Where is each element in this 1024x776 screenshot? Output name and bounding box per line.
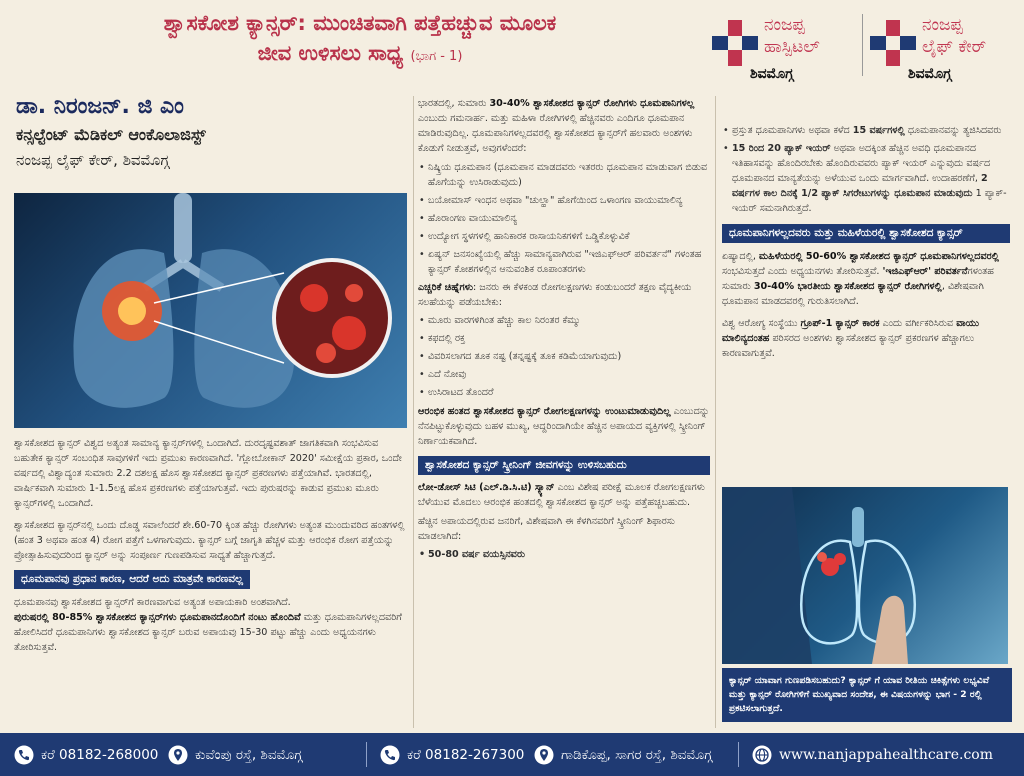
list-item: • ಉದ್ಯೋಗ ಸ್ಥಳಗಳಲ್ಲಿ ಹಾನಿಕಾರಕ ರಾಸಾಯನಿಕಗಳಿಗೆ ಒಡ್ಡಿಕೊಳ್ಳುವಿಕೆ: [418, 229, 710, 244]
ldct-text: ಎಂಬ ವಿಶೇಷ ಪರೀಕ್ಷೆ ಮೂಲಕ ರೋಗಲಕ್ಷಣಗಳು ಬೆಳೆಯುವ ಮೊದಲು ಆರಂಭಿಕ ಹಂತದಲ್ಲಿ ಶ್ವಾಸಕೋಶದ ಕ್ಯಾನ್ಸರ್ ಅನ್ನು ಪತ್ತೆಹಚ್ಚಬಹುದು.: [418, 482, 705, 508]
nonsmoker-stat: 30-40% ಶ್ವಾಸಕೋಶದ ಕ್ಯಾನ್ಸರ್ ರೋಗಿಗಳು ಧೂಮಪಾನಿಗಳಲ್ಲ: [489, 98, 695, 109]
smoking-risk-paragraph: ಧೂಮಪಾನವು ಶ್ವಾಸಕೋಶದ ಕ್ಯಾನ್ಸರ್‌ಗೆ ಕಾರಣವಾಗುವ ಅತ್ಯಂತ ಅಪಾಯಕಾರಿ ಅಂಶವಾಗಿದೆ.: [14, 597, 291, 608]
next-part-note: ಕ್ಯಾನ್ಸರ್ ಯಾವಾಗ ಗುಣಪಡಿಸಬಹುದು? ಕ್ಯಾನ್ಸರ್‌ ಗೆ ಯಾವ ರೀತಿಯ ಚಿಕಿತ್ಸೆಗಳು ಲಭ್ಯವಿವೆ ಮತ್ತು ಕ್ಯಾನ್ಸರ್ ರೋಗಿಗಳಿಗೆ ಮುಖ್ಯವಾದ ಸಂದೇಶ, ಈ ವಿಷಯಗಳನ್ನು ಭಾಗ - 2 ರಲ್ಲಿ ಪ್ರಕಟಿಸಲಾಗುತ್ತದೆ.: [722, 668, 1012, 722]
part-label: (ಭಾಗ - 1): [410, 49, 463, 64]
list-item: • 15 ರಿಂದ 20 ಪ್ಯಾಕ್ ಇಯರ್ ಅಥವಾ ಅದಕ್ಕಿಂತ ಹೆಚ್ಚಿನ ಅವಧಿ ಧೂಮಪಾನದ ಇತಿಹಾಸವನ್ನು ಹೊಂದಿರಬೇಕು ಹೊಂದಿರುವವರು ಪ್ಯಾಕ್ ಇಯರ್ ಎನ್ನುವುದು ವರ್ಷದ ಧೂಮಪಾನದ ಮಾನ್ಯತೆಯನ್ನು ಅಳೆಯುವ ಒಂದು ಮಾರ್ಗವಾಗಿದೆ. ಉದಾಹರಣೆಗೆ, 2 ವರ್ಷಗಳ ಕಾಲ ದಿನಕ್ಕೆ 1/2 ಪ್ಯಾಕ್ ಸಿಗರೇಟುಗಳನ್ನು ಧೂಮಪಾನ ಮಾಡುವುದು 1 ಪ್ಯಾಕ್- ಇಯರ್ ಸಮನಾಗಿರುತ್ತದೆ.: [722, 141, 1010, 216]
logo-divider: [862, 14, 863, 76]
list-item: • ಏಷ್ಯನ್ ಜನಸಂಖ್ಯೆಯಲ್ಲಿ ಹೆಚ್ಚು ಸಾಮಾನ್ಯವಾಗಿರುವ "ಇಜಿಎಫ್‌ಆರ್ ಪರಿವರ್ತನೆ" ಗಳಂತಹ ಕ್ಯಾನ್ಸರ್ ಕೋಶಗಳಲ್ಲಿನ ಆನುವಂಶಿಕ ರೂಪಾಂತರಗಳು: [418, 247, 710, 277]
challenge-paragraph: ಶ್ವಾಸಕೋಶದ ಕ್ಯಾನ್ಸರ್‌ನಲ್ಲಿ ಒಂದು ದೊಡ್ಡ ಸವಾಲೆಂದರೆ ಶೇ.60-70 ಕ್ಕಿಂತ ಹೆಚ್ಚು ರೋಗಿಗಳು ಅತ್ಯಂತ ಮುಂದುವರಿದ ಹಂತಗಳಲ್ಲಿ (ಹಂತ 3 ಅಥವಾ ಹಂತ 4) ರೋಗ ಪತ್ತೆಗೆ ಒಳಗಾಗುವುದು. ಕ್ಯಾನ್ಸರ್ ಬಗ್ಗೆ ಜಾಗೃತಿ ಹೆಚ್ಚಳ ಮತ್ತು ಆರಂಭಿಕ ರೋಗ ಪತ್ತೆಯನ್ನು ಪ್ರೋತ್ಸಾಹಿಸುವುದರಿಂದ ಕ್ಯಾನ್ಸರ್ ಅನ್ನು ಸಂಪೂರ್ಣ ಗುಣಪಡಿಸುವ ಸಾಧ್ಯತೆ ಹೆಚ್ಚಾಗುತ್ತದೆ.: [14, 520, 405, 561]
phone-1[interactable]: ಕರೆ 08182-268000: [14, 733, 158, 776]
nanjappa-hospital-logo: [710, 8, 860, 86]
list-item: • ಉಸಿರಾಟದ ತೊಂದರೆ: [418, 385, 710, 400]
location-pin-icon: [534, 745, 554, 765]
list-item: • ನಿಷ್ಕ್ರಿಯ ಧೂಮಪಾನ (ಧೂಮಪಾನ ಮಾಡದವರು ಇತರರು ಧೂಮಪಾನ ಮಾಡುವಾಗ ಬಿಡುವ ಹೊಗೆಯನ್ನು ಉಸಿರಾಡುವುದು): [418, 160, 710, 190]
column-3: [722, 120, 1010, 361]
author-role: ಕನ್ಸಲ್ಟೆಂಟ್ ಮೆಡಿಕಲ್ ಆಂಕೊಲಾಜಿಸ್ಟ್: [16, 125, 206, 144]
globe-icon: [752, 745, 772, 765]
criteria-list: [418, 547, 710, 562]
doctor-lung-illustration: [722, 487, 1008, 664]
early-stage-bold: ಆರಂಭಿಕ ಹಂತದ ಶ್ವಾಸಕೋಶದ ಕ್ಯಾನ್ಸರ್ ರೋಗಲಕ್ಷಣಗಳನ್ನು ಉಂಟುಮಾಡುವುದಿಲ್ಲ: [418, 406, 671, 417]
logo2-name-line2: ಲೈಫ್ ಕೇರ್: [922, 37, 987, 57]
logo1-name-line2: ಹಾಸ್ಪಿಟಲ್: [764, 37, 820, 57]
footer-divider: [738, 742, 739, 767]
intro-paragraph: ಶ್ವಾಸಕೋಶದ ಕ್ಯಾನ್ಸರ್ ವಿಶ್ವದ ಅತ್ಯಂತ ಸಾಮಾನ್ಯ ಕ್ಯಾನ್ಸರ್‌ಗಳಲ್ಲಿ ಒಂದಾಗಿದೆ. ದುರದೃಷ್ಟವಶಾತ್ ಜಾಗತಿಕವಾಗಿ ಸಂಭವಿಸುವ ಬಹುತೇಕ ಕ್ಯಾನ್ಸರ್ ಸಂಬಂಧಿತ ಸಾವುಗಳಿಗೆ ಇದು ಪ್ರಮುಖ ಕಾರಣವಾಗಿದೆ. 'ಗ್ಲೋಬೋಕಾನ್ 2020' ಸಮೀಕ್ಷೆಯ ಪ್ರಕಾರ, ಒಂದೇ ವರ್ಷದಲ್ಲಿ ವಿಶ್ವಾದ್ಯಂತ ಸುಮಾರು 2.2 ದಶಲಕ್ಷ ಹೊಸ ಶ್ವಾಸಕೋಶದ ಕ್ಯಾನ್ಸರ್ ಪ್ರಕರಣಗಳು ಪತ್ತೆಯಾಗಿವೆ. ಭಾರತದಲ್ಲಿ, ವಾರ್ಷಿಕವಾಗಿ ಸುಮಾರು 1-1.5ಲಕ್ಷ ಹೊಸ ಪ್ರಕರಣಗಳು ಪತ್ತೆಯಾಗುತ್ತವೆ. ಇದು ಪುರುಷರನ್ನು ಕಾಡುವ ಪ್ರಮುಖ ಮೂರು ಕ್ಯಾನ್ಸರ್‌ಗಳಲ್ಲಿ ಒಂದಾಗಿದೆ.: [14, 438, 402, 509]
list-item: • ಕಫದಲ್ಲಿ ರಕ್ತ: [418, 331, 710, 346]
early-stage-rest: ಎಂಬುದನ್ನು ನೆನಪಿಟ್ಟುಕೊಳ್ಳುವುದು ಬಹಳ ಮುಖ್ಯ, ಆದ್ದರಿಂದಾಗಿಯೇ ಹೆಚ್ಚಿನ ಅಪಾಯದ ವ್ಯಕ್ತಿಗಳಲ್ಲಿ ಸ್ಕ್ರೀನಿಂಗ್ ನಿರ್ಣಾಯಕವಾಗಿದೆ.: [418, 406, 710, 447]
footer-bar: [0, 733, 1024, 776]
asia-women-paragraph: ಏಷ್ಯಾದಲ್ಲಿ, ಮಹಿಳೆಯರಲ್ಲಿ 50-60% ಶ್ವಾಸಕೋಶದ ಕ್ಯಾನ್ಸರ್ ಧೂಮಪಾನಿಗಳಲ್ಲದವರಲ್ಲಿ ಸಂಭವಿಸುತ್ತದೆ ಎಂದು ಅಧ್ಯಯನಗಳು ತೋರಿಸುತ್ತವೆ. 'ಇಜಿಎಫ್‌ಆರ್' ಪರಿವರ್ತನೆಗಳಂತಹ ಸುಮಾರು 30-40% ಭಾರತೀಯ ಶ್ವಾಸಕೋಶದ ಕ್ಯಾನ್ಸರ್ ರೋಗಿಗಳಲ್ಲಿ, ವಿಶೇಷವಾಗಿ ಧೂಮಪಾನ ಮಾಡದವರಲ್ಲಿ ಗುರುತಿಸಲಾಗಿದೆ.: [722, 251, 999, 307]
screening-recommendation: ಹೆಚ್ಚಿನ ಅಪಾಯದಲ್ಲಿರುವ ಜನರಿಗೆ, ವಿಶೇಷವಾಗಿ ಈ ಕೆಳಗಿನವರಿಗೆ ಸ್ಕ್ರೀನಿಂಗ್ ಶಿಫಾರಸು ಮಾಡಲಾಗಿದೆ:: [418, 516, 675, 542]
location-pin-icon: [168, 745, 188, 765]
warning-signs-label: ಎಚ್ಚರಿಕೆ ಚಿಹ್ನೆಗಳು: [418, 282, 473, 293]
column-divider: [413, 96, 414, 728]
website-link[interactable]: www.nanjappahealthcare.com: [752, 733, 993, 776]
article-title: [30, 8, 690, 72]
nonsmoker-text-a: ಭಾರತದಲ್ಲಿ, ಸುಮಾರು: [418, 98, 490, 109]
address-2: ಗಾಡಿಕೊಪ್ಪ, ಸಾಗರ ರಸ್ತೆ, ಶಿವಮೊಗ್ಗ: [534, 733, 712, 776]
title-line-2: ಜೀವ ಉಳಿಸಲು ಸಾಧ್ಯ: [257, 41, 404, 65]
smoking-cause-heading: ಧೂಮಪಾನವು ಪ್ರಧಾನ ಕಾರಣ, ಆದರೆ ಅದು ಮಾತ್ರವೇ ಕಾರಣವಲ್ಲ: [14, 570, 250, 589]
nonsmokers-women-heading: ಧೂಮಪಾನಿಗಳಲ್ಲದವರು ಮತ್ತು ಮಹಿಳೆಯರಲ್ಲಿ ಶ್ವಾಸಕೋಶದ ಕ್ಯಾನ್ಸರ್: [722, 224, 1010, 243]
phone-2[interactable]: ಕರೆ 08182-267300: [380, 733, 524, 776]
ldct-label: ಲೋ-ಡೋಸ್ ಸಿಟಿ (ಎಲ್.ಡಿ.ಸಿ.ಟಿ) ಸ್ಕ್ಯಾನ್: [418, 482, 555, 493]
list-item: • ಮೂರು ವಾರಗಳಿಗಿಂತ ಹೆಚ್ಚು ಕಾಲ ನಿರಂತರ ಕೆಮ್ಮು: [418, 313, 710, 328]
logo2-city: ಶಿವಮೊಗ್ಗ: [908, 66, 952, 82]
title-line-1: ಶ್ವಾಸಕೋಶ ಕ್ಯಾನ್ಸರ್: ಮುಂಚಿತವಾಗಿ ಪತ್ತೆಹಚ್ಚುವ ಮೂಲಕ: [163, 11, 557, 35]
warning-signs-text: : ಜನರು ಈ ಕೆಳಕಂಡ ರೋಗಲಕ್ಷಣಗಳು ಕಂಡುಬಂದರೆ ತಕ್ಷಣ ವೈದ್ಯಕೀಯ ಸಲಹೆಯನ್ನು ಪಡೆಯಬೇಕು:: [418, 282, 692, 308]
list-item: • ಪ್ರಸ್ತುತ ಧೂಮಪಾನಿಗಳು ಅಥವಾ ಕಳೆದ 15 ವರ್ಷಗಳಲ್ಲಿ ಧೂಮಪಾನವನ್ನು ತ್ಯಜಿಸಿದವರು: [722, 123, 1010, 138]
column-1: [14, 436, 409, 655]
logo1-city: ಶಿವಮೊಗ್ಗ: [750, 66, 794, 82]
symptoms-list: [418, 313, 710, 400]
address-1: ಕುವೆಂಪು ರಸ್ತೆ, ಶಿವಮೊಗ್ಗ: [168, 733, 302, 776]
column-2: [418, 96, 710, 565]
author-organization: ನಂಜಪ್ಪ ಲೈಫ್ ಕೇರ್, ಶಿವಮೊಗ್ಗ: [16, 151, 170, 169]
list-item: • ವಿವರಿಸಲಾಗದ ತೂಕ ನಷ್ಟ (ತನ್ನಷ್ಟಕ್ಕೆ ತೂಕ ಕಡಿಮೆಯಾಗುವುದು): [418, 349, 710, 364]
logo2-name-line1: ನಂಜಪ್ಪ: [922, 15, 963, 35]
footer-divider: [366, 742, 367, 767]
who-paragraph: ವಿಶ್ವ ಆರೋಗ್ಯ ಸಂಸ್ಥೆಯು ಗ್ರೂಪ್-1 ಕ್ಯಾನ್ಸರ್ ಕಾರಕ ಎಂದು ವರ್ಗೀಕರಿಸಿರುವ ವಾಯು ಮಾಲಿನ್ಯದಂತಹ ಪರಿಸರದ ಅಂಶಗಳು ಶ್ವಾಸಕೋಶದ ಕ್ಯಾನ್ಸರ್ ಪ್ರಕರಣಗಳ ಹೆಚ್ಚಾಗಲು ಕಾರಣವಾಗುತ್ತವೆ.: [722, 318, 980, 359]
criteria-list-continued: [722, 123, 1010, 216]
phone-icon: [380, 745, 400, 765]
nonsmoker-text-c: ಎಂಬುದು ಗಮನಾರ್ಹ. ಮತ್ತು ಮಹಿಳಾ ರೋಗಿಗಳಲ್ಲಿ ಹೆಚ್ಚಿನವರು ಎಂದಿಗೂ ಧೂಮಪಾನ ಮಾಡಿರುವುದಿಲ್ಲ. ಧೂಮಪಾನಿಗಳಲ್ಲದವರಲ್ಲಿ ಶ್ವಾಸಕೋಶದ ಕ್ಯಾನ್ಸರ್‌ಗೆ ಹಲವಾರು ಅಂಶಗಳು ಕೊಡುಗೆ ನೀಡುತ್ತವೆ, ಅವುಗಳೆಂದರೆ:: [418, 113, 693, 154]
medical-cross-icon: [868, 18, 918, 68]
author-name: ಡಾ. ನಿರಂಜನ್. ಜಿ ಎಂ: [16, 94, 184, 119]
smoking-stat-bold: ಪುರುಷರಲ್ಲಿ 80-85% ಶ್ವಾಸಕೋಶದ ಕ್ಯಾನ್ಸರ್‌ಗಳು ಧೂಮಪಾನದೊಂದಿಗೆ ನಂಟು ಹೊಂದಿವೆ: [14, 612, 301, 623]
nanjappa-life-care-logo: [868, 8, 1018, 86]
lung-cancer-illustration: [14, 193, 407, 428]
smoking-stat-rest: ಮತ್ತು ಧೂಮಪಾನಿಗಳಲ್ಲದವರಿಗೆ ಹೋಲಿಸಿದರೆ ಧೂಮಪಾನಿಗಳು ಶ್ವಾಸಕೋಶದ ಕ್ಯಾನ್ಸರ್ ಬರುವ ಅಪಾಯವು 15-30 ಪಟ್ಟು ಹೆಚ್ಚು ಎಂದು ಅಧ್ಯಯನಗಳು ತೋರಿಸುತ್ತವೆ.: [14, 612, 402, 653]
column-divider: [715, 96, 716, 728]
author-block: [16, 92, 406, 172]
logo1-name-line1: ನಂಜಪ್ಪ: [764, 15, 805, 35]
list-item: • ಹೊರಾಂಗಣ ವಾಯುಮಾಲಿನ್ಯ: [418, 211, 710, 226]
list-item: • ಎದೆ ನೋವು: [418, 367, 710, 382]
list-item: • ಬಯೋಮಾಸ್ ಇಂಧನ ಅಥವಾ "ಚುಲ್ಹಾ" ಹೊಗೆಯಿಂದ ಒಳಾಂಗಣ ವಾಯುಮಾಲಿನ್ಯ: [418, 193, 710, 208]
causes-list: [418, 160, 710, 277]
screening-heading: ಶ್ವಾಸಕೋಶದ ಕ್ಯಾನ್ಸರ್ ಸ್ಕ್ರೀನಿಂಗ್ ಜೀವಗಳನ್ನು ಉಳಿಸಬಹುದು: [418, 456, 710, 475]
medical-cross-icon: [710, 18, 760, 68]
list-item: • 50-80 ವರ್ಷ ವಯಸ್ಸಿನವರು: [418, 547, 710, 562]
phone-icon: [14, 745, 34, 765]
